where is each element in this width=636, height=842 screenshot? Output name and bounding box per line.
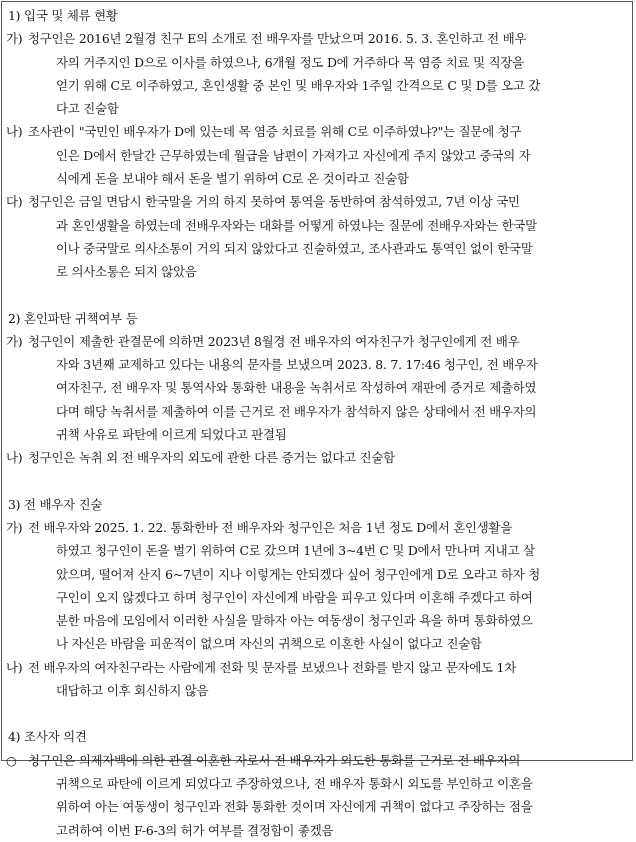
list-item — [6, 516, 626, 656]
text-line: 얻기 위해 C로 이주하였고, 혼인생활 중 본인 및 배우자와 1주일 간격으로 C 및 D를 오고 갔 — [56, 77, 541, 93]
section-title: 4) 조사자 의견 — [8, 729, 87, 745]
item-text — [28, 656, 626, 703]
text-line: 조사관이 "국민인 배우자가 D에 있는데 목 염증 치료를 위해 C로 이주하였냐?"는 질문에 청구 — [28, 124, 522, 140]
list-item — [6, 190, 626, 283]
text-line: 대답하고 이후 회신하지 않음 — [56, 683, 209, 699]
item-text — [28, 330, 626, 446]
list-item — [6, 446, 626, 469]
list-item — [6, 120, 626, 190]
text-line: 분한 마음에 모임에서 이러한 사실을 말하자 아는 여동생이 청구인과 욕을 하며 통화하였으 — [56, 613, 533, 629]
text-line: 위하여 아는 여동생이 청구인과 전화 통화한 것이며 자신에게 귀책이 없다고 주장하는 점을 — [56, 799, 533, 815]
text-line: 로 의사소통은 되지 않았음 — [56, 264, 197, 280]
item-marker: 나) — [6, 659, 23, 675]
text-line: 나 자신은 바람을 피운적이 없으며 자신의 귀책으로 이혼한 사실이 없다고 진술함 — [56, 636, 482, 652]
item-text — [28, 190, 626, 283]
text-line: 청구인은 2016년 2월경 친구 E의 소개로 전 배우자를 만났으며 2016. 5. 3. 혼인하고 전 배우 — [28, 31, 527, 47]
text-line: 인은 D에서 한달간 근무하였는데 월급을 남편이 가져가고 자신에게 주지 않았고 중국의 자 — [56, 147, 531, 163]
item-marker: 가) — [6, 333, 23, 349]
item-marker: 가) — [6, 519, 23, 535]
item-marker: 가) — [6, 31, 23, 47]
list-item — [6, 27, 626, 120]
item-text — [28, 516, 626, 656]
text-line: 고려하여 이번 F-6-3의 허가 여부를 결정함이 좋겠음 — [56, 822, 334, 838]
text-line: 청구인이 제출한 관결문에 의하면 2023년 8월경 전 배우자의 여자친구가 청구인에게 전 배우 — [28, 333, 520, 349]
item-text — [28, 446, 626, 469]
text-line: 자의 거주지인 D으로 이사를 하였으나, 6개월 정도 D에 거주하다 목 염증 치료 및 직장을 — [56, 54, 524, 70]
text-line: 하였고 청구인이 돈을 벌기 위하여 C로 갔으며 1년에 3~4번 C 및 D에서 만나며 지내고 살 — [56, 543, 535, 559]
text-line: 청구인은 녹취 외 전 배우자의 외도에 관한 다른 증거는 없다고 진술함 — [28, 450, 395, 466]
text-line: 청구인은 금일 면담시 한국말을 거의 하지 못하여 통역을 동반하여 참석하였고, 7년 이상 국민 — [28, 194, 520, 210]
text-line: 이나 중국말로 의사소통이 거의 되지 않았다고 진술하였고, 조사관과도 통역인 없이 한국말 — [56, 240, 533, 256]
section-title: 1) 입국 및 체류 현황 — [8, 8, 118, 23]
text-line: 귀책 사유로 파탄에 이르게 되었다고 판결됨 — [56, 427, 287, 443]
text-line: 자와 3년째 교제하고 있다는 내용의 문자를 보냈으며 2023. 8. 7. 17:46 청구인, 전 배우자 — [56, 357, 538, 373]
item-marker: 나) — [6, 450, 23, 466]
section-title: 2) 혼인파탄 귀책여부 등 — [8, 310, 138, 326]
section-gap — [6, 284, 626, 307]
text-line: 았으며, 떨어져 산지 6~7년이 지나 이렇게는 안되겠다 싶어 청구인에게 D로 오라고 하자 청 — [56, 566, 541, 582]
text-line: 다며 해당 녹취서를 제출하여 이를 근거로 전 배우자가 참석하지 않은 상태에서 전 배우자의 — [56, 403, 537, 419]
section-gap — [6, 702, 626, 725]
section-title: 3) 전 배우자 진술 — [8, 496, 103, 512]
text-line: 여자친구, 전 배우자 및 통역사와 통화한 내용을 녹취서로 작성하여 재판에 증거로 제출하였 — [56, 380, 537, 396]
text-line: 식에게 돈을 보내야 해서 돈을 벌기 위하여 C로 온 것이라고 진술함 — [56, 171, 409, 187]
document-page — [1, 1, 633, 838]
item-text — [28, 749, 626, 842]
text-line: 귀책으로 파탄에 이르게 되었다고 주장하였으나, 전 배우자 통화시 외도를 부인하고 이혼을 — [56, 775, 533, 791]
item-marker: ○ — [6, 752, 17, 768]
item-text — [28, 120, 626, 190]
section-gap — [6, 470, 626, 493]
item-marker: 나) — [6, 124, 23, 140]
item-marker: 다) — [6, 194, 23, 210]
list-item — [6, 749, 626, 842]
text-line: 과 혼인생활을 하였는데 전배우자와는 대화를 어떻게 하였냐는 질문에 전배우자와는 한국말 — [56, 217, 537, 233]
list-item — [6, 656, 626, 703]
text-line: 청구인은 의제자백에 의한 관결 이혼한 자로서 전 배우자가 외도한 통화를 근거로 전 배우자의 — [28, 752, 521, 768]
text-line: 구인이 오지 않겠다고 하며 청구인이 자신에게 바람을 피우고 있다며 이혼해 주겠다고 하여 — [56, 589, 533, 605]
item-text — [28, 27, 626, 120]
text-line: 다고 진술함 — [56, 101, 119, 117]
list-item — [6, 330, 626, 446]
text-line: 전 배우자와 2025. 1. 22. 통화한바 전 배우자와 청구인은 처음 1년 정도 D에서 혼인생활을 — [28, 519, 513, 535]
text-line: 전 배우자의 여자친구라는 사람에게 전화 및 문자를 보냈으나 전화를 받지 않고 문자에도 1차 — [28, 659, 517, 675]
